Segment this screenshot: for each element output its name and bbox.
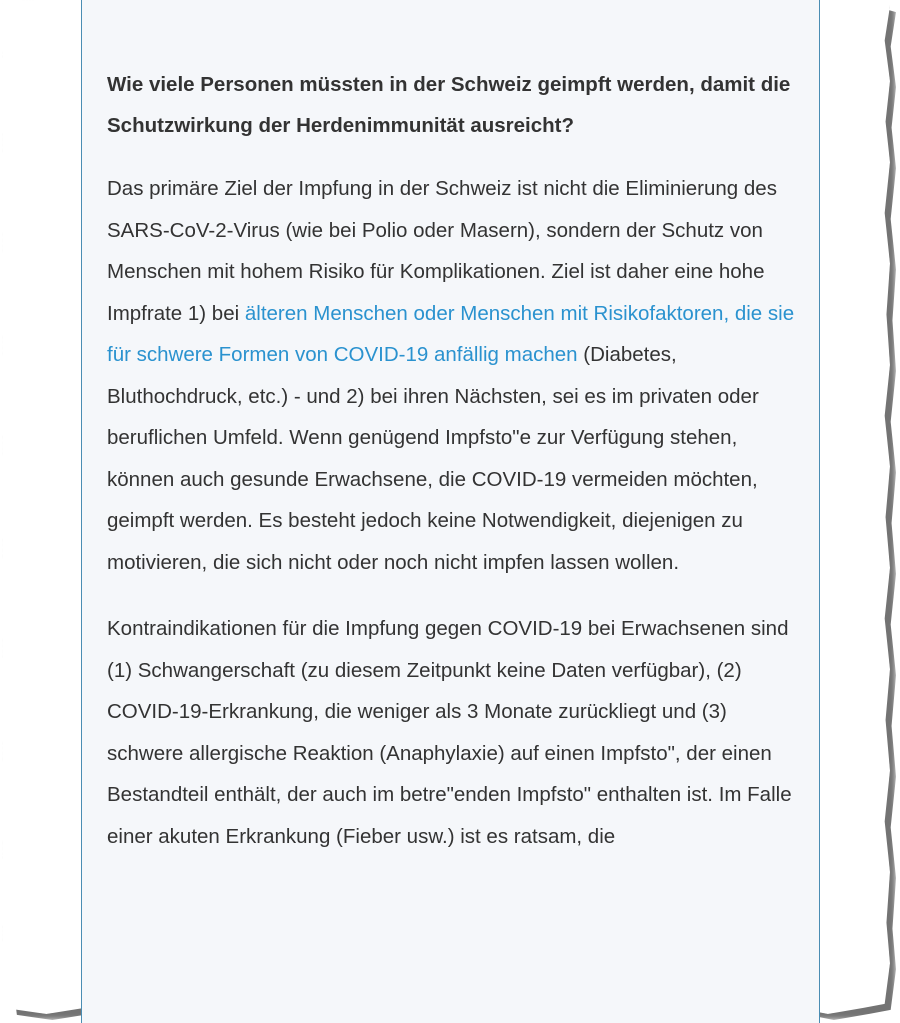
paragraph-1-text-before: Das primäre Ziel der Impfung in der Schweiz ist nicht die Eliminierung des SARS-CoV-2-Virus (wie bei Polio oder Masern), sondern der Schutz von Menschen mit hohem Risiko für Komplikationen. Ziel ist daher eine hohe Impfrate 1) bei <box>107 177 777 325</box>
faq-article <box>107 64 807 882</box>
paragraph-1-text-after: (Diabetes, Bluthochdruck, etc.) - und 2) bei ihren Nächsten, sei es im privaten oder beruflichen Umfeld. Wenn genügend Impfsto"e zur Verfügung stehen, können auch gesunde Erwachsene, die COVID-19 vermeiden möchten, geimpft werden. Es besteht jedoch keine Notwendigkeit, diejenigen zu motivieren, die sich nicht oder noch nicht impfen lassen wollen. <box>107 343 759 574</box>
faq-paragraph-2: Kontraindikationen für die Impfung gegen COVID-19 bei Erwachsenen sind (1) Schwangerschaft (zu diesem Zeitpunkt keine Daten verfügbar), (2) COVID-19-Erkrankung, die weniger als 3 Monate zurückliegt und (3) schwere allergische Reaktion (Anaphylaxie) auf einen Impfsto", der einen Bestandteil enthält, der auch im betre"enden Impfsto" enthalten ist. Im Falle einer akuten Erkrankung (Fieber usw.) ist es ratsam, die <box>107 617 792 848</box>
risk-factors-link[interactable]: älteren Menschen oder Menschen mit Risikofaktoren, die sie für schwere Formen von COVID-19 anfällig machen <box>107 301 795 366</box>
faq-question: Wie viele Personen müssten in der Schweiz geimpft werden, damit die Schutzwirkung der Herdenimmunität ausreicht? <box>107 73 791 137</box>
faq-paragraph-1 <box>107 168 807 583</box>
